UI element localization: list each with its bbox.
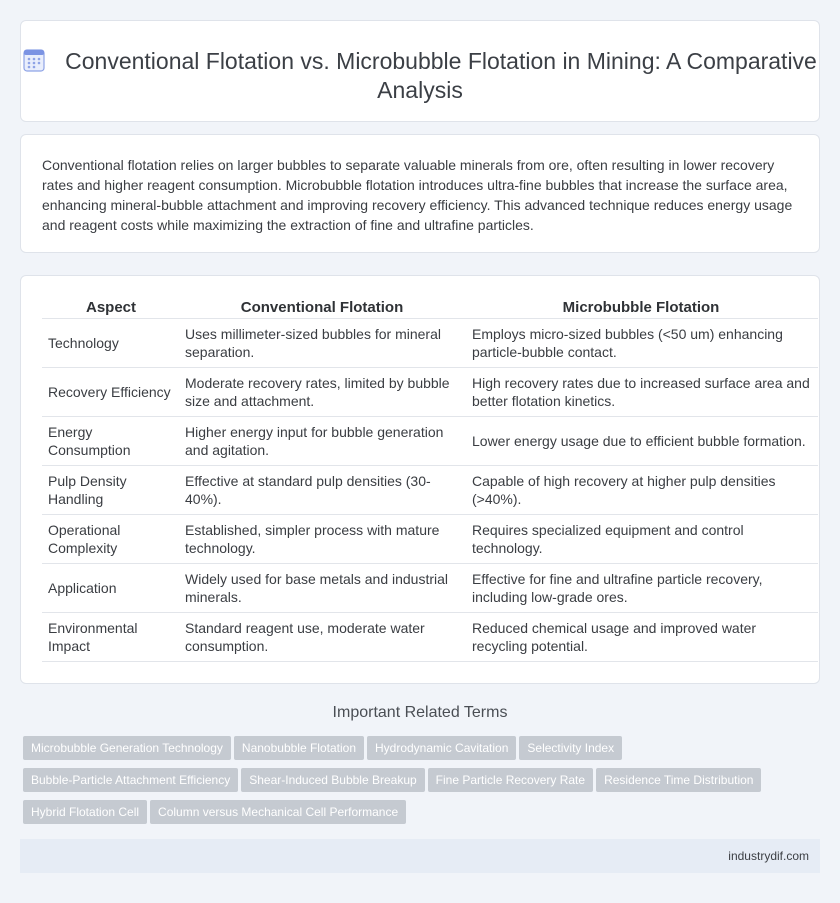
header-aspect: Aspect — [42, 294, 180, 318]
page-title-wrap — [21, 47, 819, 105]
microbubble-cell: Capable of high recovery at higher pulp densities (>40%). — [464, 465, 818, 514]
aspect-cell: Energy Consumption — [42, 416, 180, 465]
conventional-cell: Standard reagent use, moderate water consumption. — [180, 612, 464, 661]
footer-site[interactable]: industrydif.com — [728, 849, 809, 863]
aspect-cell: Technology — [42, 318, 180, 367]
table-row — [42, 563, 818, 612]
table-row — [42, 367, 818, 416]
page-title: Conventional Flotation vs. Microbubble Flotation in Mining: A Comparative Analysis — [65, 48, 817, 103]
table-row — [42, 612, 818, 661]
conventional-cell: Higher energy input for bubble generation and agitation. — [180, 416, 464, 465]
related-term-tag[interactable]: Residence Time Distribution — [596, 768, 761, 792]
related-term-tag[interactable]: Column versus Mechanical Cell Performance — [150, 800, 406, 824]
microbubble-cell: Effective for fine and ultrafine particle recovery, including low-grade ores. — [464, 563, 818, 612]
table-header-row — [42, 294, 818, 318]
aspect-cell: Operational Complexity — [42, 514, 180, 563]
related-term-tag[interactable]: Microbubble Generation Technology — [23, 736, 231, 760]
intro-card — [20, 134, 820, 253]
table-row — [42, 465, 818, 514]
table-row — [42, 514, 818, 563]
aspect-cell: Pulp Density Handling — [42, 465, 180, 514]
aspect-cell: Application — [42, 563, 180, 612]
related-term-tag[interactable]: Fine Particle Recovery Rate — [428, 768, 593, 792]
footer — [20, 839, 820, 873]
related-term-tag[interactable]: Hydrodynamic Cavitation — [367, 736, 516, 760]
related-term-tag[interactable]: Selectivity Index — [519, 736, 622, 760]
microbubble-cell: Lower energy usage due to efficient bubble formation. — [464, 416, 818, 465]
header-microbubble: Microbubble Flotation — [464, 294, 818, 318]
conventional-cell: Effective at standard pulp densities (30-40%). — [180, 465, 464, 514]
related-term-tag[interactable]: Nanobubble Flotation — [234, 736, 364, 760]
conventional-cell: Widely used for base metals and industrial minerals. — [180, 563, 464, 612]
conventional-cell: Uses millimeter-sized bubbles for mineral separation. — [180, 318, 464, 367]
title-card — [20, 20, 820, 122]
related-terms-heading: Important Related Terms — [332, 704, 508, 721]
aspect-cell: Recovery Efficiency — [42, 367, 180, 416]
document-icon — [23, 48, 45, 72]
conventional-cell: Established, simpler process with mature technology. — [180, 514, 464, 563]
related-term-tag[interactable]: Bubble-Particle Attachment Efficiency — [23, 768, 238, 792]
tag-row — [23, 800, 803, 832]
related-term-tag[interactable]: Shear-Induced Bubble Breakup — [241, 768, 424, 792]
related-term-tag[interactable]: Hybrid Flotation Cell — [23, 800, 147, 824]
aspect-cell: Environmental Impact — [42, 612, 180, 661]
related-terms-tags — [23, 736, 803, 832]
table-row — [42, 416, 818, 465]
intro-paragraph: Conventional flotation relies on larger bubbles to separate valuable minerals from ore, often resulting in lower recovery rates and higher reagent consumption. Microbubble flotation introduces ultra-fine bubbles that increase the surface area, enhancing mineral-bubble attachment and improving recovery efficiency. This advanced technique reduces energy usage and reagent costs while maximizing the extraction of fine and ultrafine particles. — [42, 157, 793, 233]
tag-row — [23, 768, 803, 800]
microbubble-cell: Employs micro-sized bubbles (<50 um) enhancing particle-bubble contact. — [464, 318, 818, 367]
microbubble-cell: Reduced chemical usage and improved water recycling potential. — [464, 612, 818, 661]
microbubble-cell: High recovery rates due to increased surface area and better flotation kinetics. — [464, 367, 818, 416]
table-row — [42, 318, 818, 367]
tag-row — [23, 736, 803, 768]
header-conventional: Conventional Flotation — [180, 294, 464, 318]
microbubble-cell: Requires specialized equipment and control technology. — [464, 514, 818, 563]
comparison-table — [42, 294, 818, 662]
conventional-cell: Moderate recovery rates, limited by bubble size and attachment. — [180, 367, 464, 416]
comparison-table-card — [20, 275, 820, 684]
